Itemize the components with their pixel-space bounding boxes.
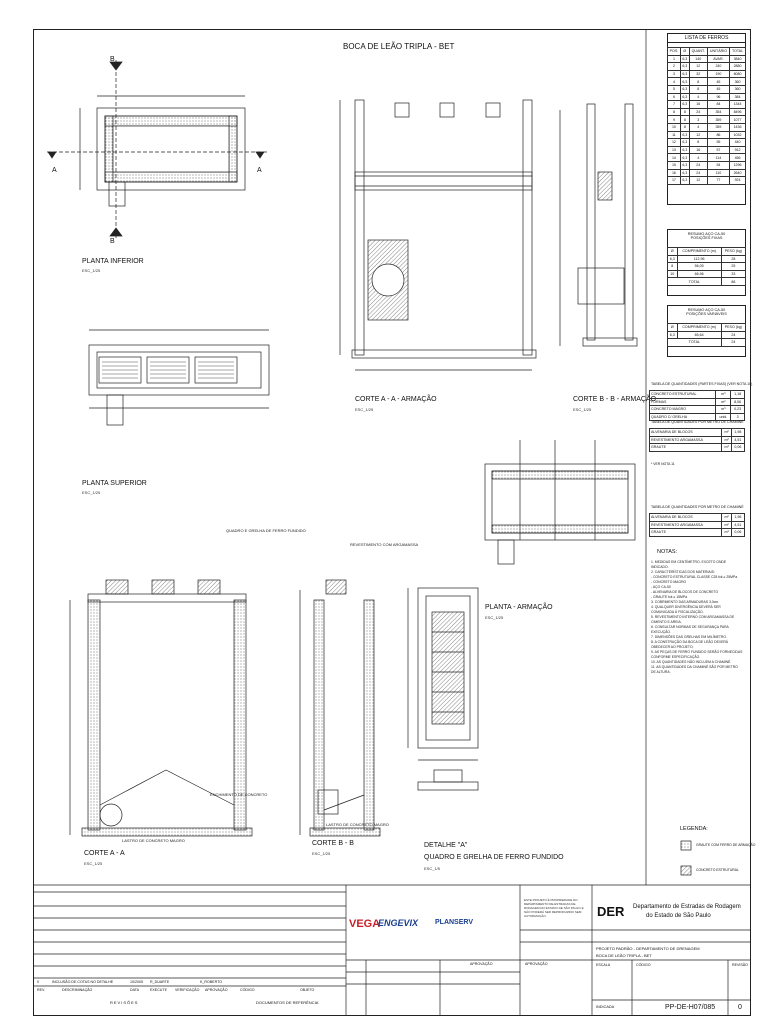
- table-cell: 16: [689, 146, 707, 154]
- escala-value: INDICADA: [596, 1005, 615, 1009]
- table-cell: 4: [668, 78, 681, 86]
- table-cell: 6,3: [682, 102, 688, 107]
- rev-header-execute: EXECUTE: [150, 988, 167, 992]
- table-cell: 4: [689, 154, 707, 162]
- table-cell: 0,23: [731, 406, 745, 414]
- table-cell: 17: [668, 177, 681, 185]
- table-cell: m²: [722, 521, 731, 529]
- table-cell: GRAUTE: [650, 444, 722, 452]
- table-cell: 12: [689, 63, 707, 71]
- table-cell: 24: [689, 108, 707, 116]
- corte-bb-armacao-drawing: [560, 104, 637, 346]
- table-cell: 4: [689, 93, 707, 101]
- section-mark-a-right: A: [257, 167, 262, 174]
- table-row: [668, 131, 746, 139]
- rev-header-data: DATA: [130, 988, 140, 992]
- table-cell: REVESTIMENTO ARGAMASSA: [650, 436, 722, 444]
- table-cell: 1436: [730, 123, 746, 131]
- legenda-item-concreto: CONCRETO ESTRUTURAL: [696, 868, 739, 872]
- projeto-label: PROJETO PADRÃO - DEPARTAMENTO DE DRENAGEM: [596, 946, 700, 951]
- detalhe-a-drawing: [408, 588, 478, 790]
- col-header: Ø: [668, 324, 678, 332]
- table-cell: m²: [722, 514, 731, 522]
- corte-bb-drawing: [300, 580, 380, 836]
- detalhe-a-title: DETALHE "A": [424, 842, 468, 849]
- table-cell: 24: [721, 339, 745, 347]
- table-cell: 1: [668, 55, 681, 63]
- callout-revestimento: REVESTIMENTO COM ARGAMASSA: [350, 542, 419, 547]
- detalhe-a-subtitle: QUADRO E GRELHA DE FERRO FUNDIDO: [424, 854, 564, 861]
- table-cell: ALVENARIA DE BLOCOS: [650, 429, 722, 437]
- table-cell: 6: [668, 93, 681, 101]
- table-cell: 2: [668, 63, 681, 71]
- table-cell: 14: [668, 154, 681, 162]
- rev0-description: INCLUSÃO DE COTAS NO DETALHE: [52, 980, 114, 984]
- resumo-fixas-title: RESUMO AÇO CA-50: [687, 232, 726, 236]
- table-cell: 45: [707, 85, 729, 93]
- list-item: - ALVENARIA DE BLOCOS DE CONCRETO: [651, 590, 719, 594]
- tabela-chamine-1-table: [649, 428, 745, 452]
- table-cell: TOTAL: [668, 278, 722, 286]
- table-cell: 384: [730, 93, 746, 101]
- lista-ferros-title: LISTA DE FERROS: [668, 34, 745, 43]
- table-cell: 15: [668, 161, 681, 169]
- revisao-label: REVISÃO: [732, 963, 748, 967]
- table-row: [668, 70, 746, 78]
- table-row: [668, 177, 746, 185]
- table-cell: 8,06: [731, 398, 745, 406]
- table-cell: m²: [722, 429, 731, 437]
- der-logo: DER: [597, 904, 625, 919]
- col-header: POS.: [668, 48, 681, 56]
- table-cell: 1032: [730, 131, 746, 139]
- table-cell: 8: [689, 139, 707, 147]
- resumo-variaveis-title: RESUMO AÇO CA-50: [687, 308, 726, 312]
- table-cell: 6,3: [682, 79, 688, 84]
- table-cell: 4,51: [731, 521, 744, 529]
- table-cell: 11: [668, 131, 681, 139]
- table-cell: 54: [707, 161, 729, 169]
- list-item: - GRAUTE fck ≥ 15MPa: [651, 595, 687, 599]
- table-cell: 84: [707, 101, 729, 109]
- logo-planserv: PLANSERV: [435, 919, 473, 926]
- table-cell: 190: [707, 70, 729, 78]
- table-cell: 3840: [730, 55, 746, 63]
- rev0-verificacao: K_ROBERTO: [200, 980, 223, 984]
- table-row: [668, 55, 746, 63]
- table-cell: 57: [707, 146, 729, 154]
- referencias-label: DOCUMENTOS DE REFERÊNCIA: [256, 1000, 319, 1005]
- table-cell: 33: [721, 270, 745, 278]
- table-cell: 16: [689, 101, 707, 109]
- col-header: TOTAL: [730, 48, 746, 56]
- section-mark-b-bottom: B: [110, 238, 115, 245]
- revisoes-label: REVISÕES: [110, 1000, 139, 1005]
- table-cell: 7: [668, 101, 681, 109]
- table-row: [668, 169, 746, 177]
- col-header: Ø: [680, 48, 689, 56]
- table-cell: 5: [668, 85, 681, 93]
- table-cell: 8496: [730, 108, 746, 116]
- table-cell: 6080: [730, 70, 746, 78]
- corte-aa-armacao-drawing: [340, 100, 536, 370]
- corte-bb-armacao-scale: ESC_1/25: [573, 407, 592, 412]
- table-cell: 24: [689, 169, 707, 177]
- table-cell: 140: [689, 55, 707, 63]
- table-cell: 12: [689, 131, 707, 139]
- table-cell: 359: [707, 116, 729, 124]
- list-item: - AÇO CA-50: [651, 585, 671, 589]
- table-cell: 112,96: [677, 255, 721, 263]
- table-cell: 8: [689, 78, 707, 86]
- table-cell: 1,98: [731, 514, 744, 522]
- corte-bb-title: CORTE B - B: [312, 840, 354, 847]
- table-cell: 6,3: [682, 56, 688, 61]
- field-aprovacao-1: APROVAÇÃO: [470, 962, 493, 966]
- table-cell: 13: [668, 146, 681, 154]
- table-cell: 3: [731, 413, 745, 421]
- table-cell: 9: [668, 116, 681, 124]
- table-cell: 1296: [730, 161, 746, 169]
- codigo-label: CÓDIGO: [636, 963, 651, 967]
- tabela-chamine-2-title: TABELA DE QUANTIDADES POR METRO DE CHAMINÉ: [651, 505, 744, 509]
- list-item: - CONCRETO MAGRO: [651, 580, 687, 584]
- table-cell: TOTAL: [668, 339, 722, 347]
- table-row: [668, 154, 746, 162]
- table-cell: 6,3: [682, 64, 688, 69]
- resumo-variaveis-subtitle: POSIÇÕES VARIÁVEIS: [686, 312, 727, 316]
- col-header: Ø: [668, 248, 678, 256]
- table-cell: 1,98: [731, 429, 744, 437]
- list-item: 5. REVESTIMENTO INTERNO COM ARGAMASSA DE CIMENTO E AREIA.: [651, 615, 735, 624]
- table-cell: 360: [730, 85, 746, 93]
- tabela-chamine-2-table: [649, 513, 745, 537]
- table-cell: ALVENARIA DE BLOCOS: [650, 514, 722, 522]
- table-cell: 65,64: [677, 331, 721, 339]
- revision-number: 0: [738, 1004, 742, 1011]
- list-item: 9. AS PEÇAS DE FERRO FUNDIDO SERÃO FORNECIDAS CONFORME ESPECIFICAÇÃO.: [651, 650, 743, 659]
- detalhe-a-scale: ESC_1/5: [424, 866, 441, 871]
- table-row: [668, 93, 746, 101]
- corte-aa-scale: ESC_1/25: [84, 861, 103, 866]
- doc-code: PP-DE-H07/085: [665, 1004, 716, 1011]
- callout-lastro-bb: LASTRO DE CONCRETO MAGRO: [326, 822, 389, 827]
- title-block-notice: ESTE PROJETO É PROPRIEDADE DO DEPARTAMENTO DE ESTRADAS DE RODAGEM DO ESTADO DE SÃO PAULO E NÃO PODERÁ SER REPRODUZIDO SEM AUTORIZAÇÃO.: [524, 898, 584, 918]
- planta-armacao-scale: ESC_1/25: [485, 615, 504, 620]
- table-cell: 12: [689, 177, 707, 185]
- table-cell: unid.: [716, 413, 731, 421]
- tabela-fixas-title: TABELA DE QUANTIDADES (PARTES FIXAS) (VER NOTA 10): [651, 382, 753, 386]
- table-cell: 55: [707, 139, 729, 147]
- rev-header-rev: REV.: [37, 988, 46, 992]
- list-item: 8. A CONSTRUÇÃO DA BOCA DE LEÃO DEVERÁ OBEDECER AO PROJETO.: [651, 640, 729, 649]
- table-cell: 0,06: [731, 444, 744, 452]
- col-header: COMPRIMENTO (m): [677, 248, 721, 256]
- list-item: 1. MEDIDAS EM CENTÍMETRO, EXCETO ONDE INDICADO.: [651, 560, 727, 569]
- legenda-title: LEGENDA:: [680, 826, 708, 832]
- table-cell: GRAUTE: [650, 529, 722, 537]
- callout-quadro-grelha: QUADRO E GRELHA DE FERRO FUNDIDO: [226, 528, 306, 533]
- corte-bb-armacao-title: CORTE B - B - ARMAÇÃO: [573, 396, 657, 403]
- field-objeto: OBJETO: [300, 988, 315, 992]
- corte-bb-scale: ESC_1/25: [312, 851, 331, 856]
- list-item: 10. AS QUANTIDADES NÃO INCLUEM A CHAMINÉ.: [651, 660, 732, 664]
- callout-enchimento: ENCHIMENTO DE CONCRETO: [210, 792, 268, 797]
- resumo-variaveis-table: [667, 323, 746, 347]
- table-cell: 8: [668, 108, 681, 116]
- table-row: [668, 63, 746, 71]
- table-cell: 354: [707, 108, 729, 116]
- col-header: UNITÁRIO: [707, 48, 729, 56]
- table-cell: m³: [716, 406, 731, 414]
- table-cell: 8: [680, 116, 689, 124]
- table-row: [668, 108, 746, 116]
- corte-aa-armacao-scale: ESC_1/25: [355, 407, 374, 412]
- table-cell: 360: [730, 78, 746, 86]
- table-cell: REVESTIMENTO ARGAMASSA: [650, 521, 722, 529]
- list-item: 11. AS QUANTIDADES DA CHAMINÉ SÃO POR METRO DE ALTURA.: [651, 665, 738, 674]
- planta-superior-title: PLANTA SUPERIOR: [82, 480, 147, 487]
- table-cell: 24: [721, 331, 745, 339]
- table-cell: 25: [721, 263, 745, 271]
- table-row: [668, 85, 746, 93]
- table-cell: 6,3: [682, 155, 688, 160]
- table-cell: 10: [668, 270, 678, 278]
- table-row: [668, 123, 746, 131]
- table-cell: 6,3: [682, 94, 688, 99]
- table-cell: 86: [707, 131, 729, 139]
- logo-vega: VEGA: [349, 918, 381, 930]
- table-cell: 56,05: [677, 263, 721, 271]
- table-cell: 912: [730, 146, 746, 154]
- table-cell: 1344: [730, 101, 746, 109]
- table-cell: m³: [722, 444, 731, 452]
- table-cell: CONCRETO MAGRO: [650, 406, 716, 414]
- table-cell: 32: [689, 70, 707, 78]
- rev-header-discriminacao: DESCRIMINAÇÃO: [62, 988, 93, 992]
- resumo-fixas-table: [667, 247, 746, 286]
- tabela-fixas-table: [649, 390, 745, 421]
- table-cell: 96: [707, 93, 729, 101]
- planta-armacao-drawing: [485, 440, 635, 564]
- table-cell: m²: [722, 436, 731, 444]
- table-cell: 86: [721, 278, 745, 286]
- table-cell: m³: [716, 391, 731, 399]
- notas-list: [651, 560, 743, 675]
- table-cell: 4,51: [731, 436, 744, 444]
- descricao-value: BOCA DE LEÃO TRIPLA - BET: [596, 953, 652, 958]
- table-cell: 8: [668, 263, 678, 271]
- col-header: PESO (kg): [721, 248, 745, 256]
- table-cell: 45: [707, 78, 729, 86]
- table-cell: 6,3: [682, 163, 688, 168]
- table-cell: 2640: [730, 169, 746, 177]
- corte-aa-title: CORTE A - A: [84, 850, 125, 857]
- table-cell: m²: [716, 398, 731, 406]
- table-cell: 77: [707, 177, 729, 185]
- table-cell: 3: [689, 116, 707, 124]
- table-row: [668, 116, 746, 124]
- table-cell: 28: [721, 255, 745, 263]
- planta-inferior-title: PLANTA INFERIOR: [82, 258, 144, 265]
- table-cell: 240: [707, 63, 729, 71]
- table-cell: 24: [689, 161, 707, 169]
- corte-aa-drawing: [70, 580, 252, 836]
- section-mark-b-top: B: [110, 56, 115, 63]
- resumo-fixas-subtitle: POSIÇÕES FIXAS: [690, 236, 723, 240]
- table-cell: 440: [730, 139, 746, 147]
- table-cell: 924: [730, 177, 746, 185]
- table-cell: 359: [707, 123, 729, 131]
- rev-header-aprovacao: APROVAÇÃO: [205, 988, 228, 992]
- table-cell: FORMAS: [650, 398, 716, 406]
- list-item: - CONCRETO ESTRUTURAL CLASSE C25 fck ≥ 25MPa: [651, 575, 738, 579]
- der-state: do Estado de São Paulo: [646, 913, 711, 919]
- planta-superior-scale: ESC_1/25: [82, 490, 101, 495]
- notas-title: NOTAS:: [657, 549, 678, 555]
- table-row: [668, 101, 746, 109]
- table-cell: 114: [707, 154, 729, 162]
- table-cell: QUADRO C/ GRELHA: [650, 413, 716, 421]
- section-mark-a-left: A: [52, 167, 57, 174]
- list-item: 2. CARACTERÍSTICAS DOS MATERIAIS:: [651, 570, 715, 574]
- rev-header-verificacao: VERIFICAÇÃO: [175, 988, 200, 992]
- table-cell: 110: [707, 169, 729, 177]
- list-item: 4. QUALQUER DIVERGÊNCIA DEVERÁ SER COMUNICADA À FISCALIZAÇÃO.: [651, 605, 721, 614]
- table-row: [668, 139, 746, 147]
- corte-aa-armacao-title: CORTE A - A - ARMAÇÃO: [355, 396, 437, 403]
- rev0-execute: R_DUARTE: [150, 980, 170, 984]
- table-cell: 1077: [730, 116, 746, 124]
- table-cell: 6,3: [682, 132, 688, 137]
- table-cell: 8: [680, 108, 689, 116]
- table-cell: 8: [680, 123, 689, 131]
- table-cell: 6,3: [682, 72, 688, 77]
- legend-swatch-concreto: [681, 866, 691, 875]
- table-cell: 0,06: [731, 529, 744, 537]
- legend-swatch-graute: [681, 841, 691, 850]
- rev0-date: 10/2005: [130, 980, 143, 984]
- tabela-chamine-1-footnote: * VER NOTA 11: [651, 462, 675, 466]
- logo-engevix: ENGEVIX: [378, 918, 419, 928]
- lista-ferros-table: [667, 47, 746, 185]
- table-cell: 12: [668, 139, 681, 147]
- table-cell: 3: [668, 70, 681, 78]
- planta-armacao-title: PLANTA - ARMAÇÃO: [485, 604, 553, 611]
- planta-inferior-drawing: [47, 60, 268, 240]
- table-cell: 6,3: [682, 170, 688, 175]
- table-cell: 1,18: [731, 391, 745, 399]
- der-department: Departamento de Estradas de Rodagem: [633, 904, 741, 910]
- callout-lastro: LASTRO DE CONCRETO MAGRO: [122, 838, 185, 843]
- col-header: PESO (kg): [721, 324, 745, 332]
- drawing-title: BOCA DE LEÃO TRIPLA - BET: [343, 42, 455, 51]
- tabela-chamine-1-title: TABELA DE QUANTIDADES POR METRO DE CHAMINÉ: [651, 420, 744, 424]
- table-cell: 66,96: [677, 270, 721, 278]
- escala-label: ESCALA: [596, 963, 611, 967]
- table-cell: 6,3: [682, 87, 688, 92]
- planta-inferior-scale: ESC_1/25: [82, 268, 101, 273]
- table-cell: 10: [668, 123, 681, 131]
- table-cell: 6,3: [668, 331, 678, 339]
- table-row: [668, 161, 746, 169]
- table-cell: 8: [689, 85, 707, 93]
- field-codigo: CÓDIGO: [240, 988, 255, 992]
- table-cell: 16: [668, 169, 681, 177]
- table-cell: 456: [730, 154, 746, 162]
- col-header: QUANT.: [689, 48, 707, 56]
- table-row: [668, 78, 746, 86]
- table-cell: 4: [689, 123, 707, 131]
- table-cell: 6,3: [668, 255, 678, 263]
- table-cell: 6,3: [682, 140, 688, 145]
- table-row: [668, 146, 746, 154]
- table-cell: 2880: [730, 63, 746, 71]
- planta-superior-drawing: [89, 330, 269, 425]
- list-item: 6. CONSULTAR NORMAS DE SEGURANÇA PARA EXECUÇÃO.: [651, 625, 729, 634]
- rev0-number: 0: [37, 980, 39, 984]
- table-cell: m³: [722, 529, 731, 537]
- table-cell: 6,3: [682, 148, 688, 153]
- table-cell: CONCRETO ESTRUTURAL: [650, 391, 716, 399]
- table-cell: AVAR.: [707, 55, 729, 63]
- legenda-item-graute: GRAUTE COM FERRO DE ARMAÇÃO: [696, 843, 756, 847]
- list-item: 3. COBRIMENTO DAS ARMADURAS 3,0cm.: [651, 600, 720, 604]
- field-aprovacao-2: APROVAÇÃO: [525, 962, 548, 966]
- table-cell: 6,3: [682, 178, 688, 183]
- col-header: COMPRIMENTO (m): [677, 324, 721, 332]
- list-item: 7. DIMENSÕES DAS GRELHAS EM MILÍMETRO.: [651, 635, 727, 639]
